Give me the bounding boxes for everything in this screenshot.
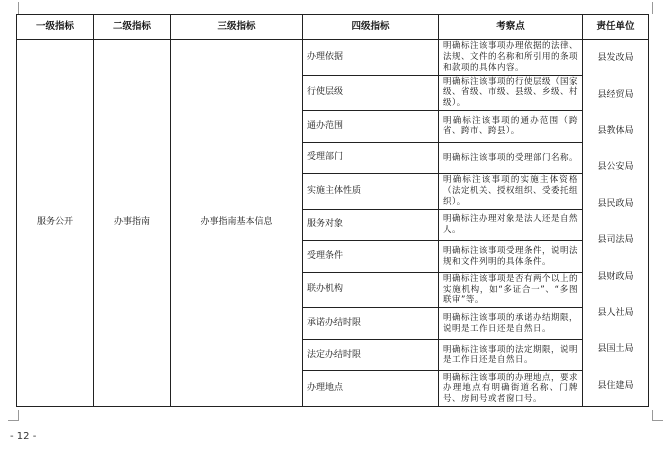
- header-level3: 三级指标: [171, 15, 303, 40]
- level2-cell: 办事指南: [94, 40, 171, 407]
- responsible-unit: 县公安局: [597, 162, 634, 173]
- indicator-cell: 服务对象: [303, 209, 439, 241]
- responsible-unit: 县财政局: [597, 271, 634, 282]
- criterion-cell: 明确标注该事项的受理部门名称。: [439, 142, 583, 174]
- indicator-cell: 法定办结时限: [303, 339, 439, 371]
- criterion-cell: 明确标注该事项的通办范围（跨省、跨市、跨县）。: [439, 111, 583, 143]
- indicator-cell: 承诺办结时限: [303, 308, 439, 340]
- criterion-cell: 明确标注该事项的行使层级（国家级、省级、市级、县级、乡级、村级）。: [439, 75, 583, 111]
- responsible-unit: 县民政局: [597, 198, 634, 209]
- criterion-cell: 明确标注该事项受理条件，说明法规和文件列明的具体条件。: [439, 241, 583, 273]
- table-row: [17, 40, 649, 76]
- header-level4: 四级指标: [303, 15, 439, 40]
- header-level2: 二级指标: [94, 15, 171, 40]
- table-header-row: [17, 15, 649, 40]
- indicator-cell: 受理条件: [303, 241, 439, 273]
- criterion-cell: 明确标注该事项是否有两个以上的实施机构，如“多证合一”、“多图联审”等。: [439, 272, 583, 308]
- indicator-cell: 办理依据: [303, 40, 439, 76]
- criterion-cell: 明确标注该事项的实施主体资格（法定机关、授权组织、受委托组织）。: [439, 174, 583, 210]
- indicator-cell: 实施主体性质: [303, 174, 439, 210]
- level1-cell: 服务公开: [17, 40, 94, 407]
- responsible-unit: 县发改局: [597, 53, 634, 64]
- header-responsible-unit: 责任单位: [583, 15, 649, 40]
- indicator-cell: 办理地点: [303, 371, 439, 407]
- crop-mark-top-right: [652, 2, 663, 14]
- responsible-unit: 县人社局: [597, 307, 634, 318]
- responsible-unit: 县教体局: [597, 126, 634, 137]
- indicator-cell: 行使层级: [303, 75, 439, 111]
- page-number: - 12 -: [10, 431, 37, 442]
- evaluation-indicator-table: [16, 14, 649, 407]
- header-criterion: 考察点: [439, 15, 583, 40]
- indicator-cell: 通办范围: [303, 111, 439, 143]
- header-level1: 一级指标: [17, 15, 94, 40]
- responsible-unit-list: [587, 41, 644, 405]
- responsible-unit: 县国土局: [597, 344, 634, 355]
- crop-mark-top-left: [8, 2, 19, 14]
- responsible-units-cell: [583, 40, 649, 407]
- indicator-cell: 联办机构: [303, 272, 439, 308]
- criterion-cell: 明确标注该事项的承诺办结期限，说明是工作日还是自然日。: [439, 308, 583, 340]
- criterion-cell: 明确标注该事项的办理地点，要求办理地点有明确街道名称、门牌号、房间号或者窗口号。: [439, 371, 583, 407]
- criterion-cell: 明确标注办理对象是法人还是自然人。: [439, 209, 583, 241]
- responsible-unit: 县司法局: [597, 235, 634, 246]
- indicator-cell: 受理部门: [303, 142, 439, 174]
- responsible-unit: 县住建局: [597, 380, 634, 391]
- level3-cell: 办事指南基本信息: [171, 40, 303, 407]
- criterion-cell: 明确标注该事项办理依据的法律、法规、文件的名称和所引用的条项和款项的具体内容。: [439, 40, 583, 76]
- criterion-cell: 明确标注该事项的法定期限，说明是工作日还是自然日。: [439, 339, 583, 371]
- crop-mark-bottom-left: [8, 410, 19, 421]
- responsible-unit: 县经贸局: [597, 89, 634, 100]
- crop-mark-bottom-right: [652, 410, 663, 421]
